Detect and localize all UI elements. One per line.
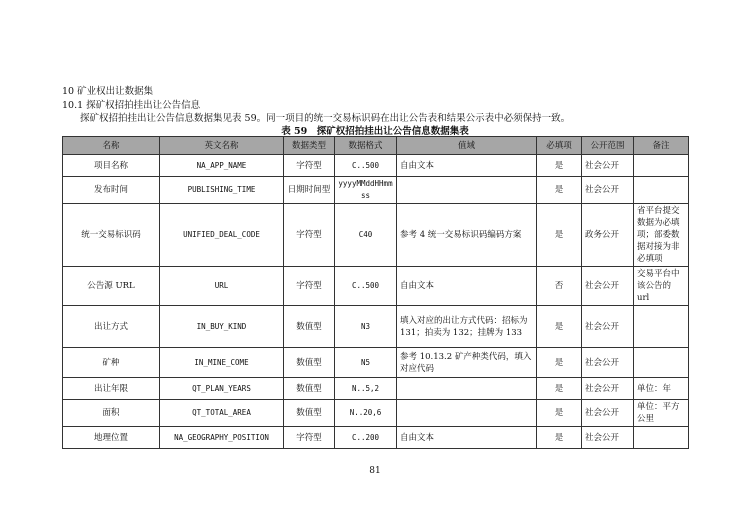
dataset-table: [62, 136, 689, 449]
cell-required: 是: [537, 400, 582, 427]
section-heading: 10 矿业权出让数据集: [62, 86, 154, 97]
intro-paragraph: 探矿权招拍挂出让公告信息数据集见表 59。同一项目的统一交易标识码在出让公告表和结果公示表中必须保持一致。: [80, 113, 571, 124]
cell-name: 面积: [63, 400, 160, 427]
cell-scope: 社会公开: [582, 400, 634, 427]
cell-scope: 社会公开: [582, 378, 634, 400]
column-header: 备注: [634, 137, 689, 155]
cell-format: C40: [335, 204, 397, 267]
cell-required: 是: [537, 204, 582, 267]
cell-format: C..200: [335, 427, 397, 449]
column-header: 公开范围: [582, 137, 634, 155]
table-row: [63, 204, 689, 267]
cell-name: 地理位置: [63, 427, 160, 449]
cell-english-name: IN_BUY_KIND: [160, 306, 284, 348]
cell-format: C..500: [335, 155, 397, 177]
column-header: 必填项: [537, 137, 582, 155]
cell-type: 字符型: [284, 267, 335, 306]
cell-domain: [397, 378, 537, 400]
cell-type: 数值型: [284, 378, 335, 400]
cell-note: [634, 177, 689, 204]
cell-scope: 社会公开: [582, 267, 634, 306]
cell-required: 是: [537, 155, 582, 177]
cell-format: yyyyMMddHHmmss: [335, 177, 397, 204]
cell-english-name: QT_TOTAL_AREA: [160, 400, 284, 427]
cell-required: 是: [537, 348, 582, 378]
cell-note: [634, 155, 689, 177]
cell-type: 数值型: [284, 348, 335, 378]
cell-name: 出让方式: [63, 306, 160, 348]
cell-scope: 社会公开: [582, 348, 634, 378]
cell-english-name: NA_GEOGRAPHY_POSITION: [160, 427, 284, 449]
cell-domain: 自由文本: [397, 427, 537, 449]
cell-domain: 自由文本: [397, 155, 537, 177]
cell-required: 否: [537, 267, 582, 306]
cell-scope: 社会公开: [582, 177, 634, 204]
cell-note: [634, 306, 689, 348]
cell-english-name: PUBLISHING_TIME: [160, 177, 284, 204]
cell-format: C..500: [335, 267, 397, 306]
table-header-row: [63, 137, 689, 155]
cell-name: 统一交易标识码: [63, 204, 160, 267]
cell-note: 省平台提交数据为必填项；部委数据对接为非必填项: [634, 204, 689, 267]
cell-required: 是: [537, 427, 582, 449]
cell-note: 单位：年: [634, 378, 689, 400]
cell-name: 项目名称: [63, 155, 160, 177]
cell-domain: 参考 4 统一交易标识码编码方案: [397, 204, 537, 267]
cell-scope: 社会公开: [582, 155, 634, 177]
cell-required: 是: [537, 378, 582, 400]
cell-name: 出让年限: [63, 378, 160, 400]
cell-domain: [397, 177, 537, 204]
cell-scope: 社会公开: [582, 427, 634, 449]
column-header: 名称: [63, 137, 160, 155]
cell-note: [634, 348, 689, 378]
cell-domain: 参考 10.13.2 矿产种类代码，填入对应代码: [397, 348, 537, 378]
table-row: [63, 306, 689, 348]
cell-type: 字符型: [284, 427, 335, 449]
table-row: [63, 177, 689, 204]
cell-type: 字符型: [284, 204, 335, 267]
cell-type: 数值型: [284, 306, 335, 348]
table-row: [63, 378, 689, 400]
cell-domain: 自由文本: [397, 267, 537, 306]
column-header: 值域: [397, 137, 537, 155]
cell-name: 公告源 URL: [63, 267, 160, 306]
table-row: [63, 427, 689, 449]
cell-required: 是: [537, 306, 582, 348]
cell-domain: [397, 400, 537, 427]
cell-note: 单位：平方公里: [634, 400, 689, 427]
cell-type: 日期时间型: [284, 177, 335, 204]
cell-english-name: QT_PLAN_YEARS: [160, 378, 284, 400]
cell-type: 字符型: [284, 155, 335, 177]
cell-scope: 社会公开: [582, 306, 634, 348]
table-row: [63, 267, 689, 306]
cell-english-name: IN_MINE_COME: [160, 348, 284, 378]
cell-domain: 填入对应的出让方式代码：招标为 131；拍卖为 132；挂牌为 133: [397, 306, 537, 348]
table-row: [63, 400, 689, 427]
column-header: 数据类型: [284, 137, 335, 155]
cell-format: N3: [335, 306, 397, 348]
table-caption: 表 59 探矿权招拍挂出让公告信息数据集表: [281, 126, 469, 137]
cell-note: 交易平台中该公告的 url: [634, 267, 689, 306]
cell-scope: 政务公开: [582, 204, 634, 267]
cell-english-name: NA_APP_NAME: [160, 155, 284, 177]
cell-name: 发布时间: [63, 177, 160, 204]
cell-type: 数值型: [284, 400, 335, 427]
cell-format: N..20,6: [335, 400, 397, 427]
cell-english-name: URL: [160, 267, 284, 306]
page-number: 81: [369, 466, 381, 476]
cell-name: 矿种: [63, 348, 160, 378]
table-row: [63, 348, 689, 378]
subsection-heading: 10.1 探矿权招拍挂出让公告信息: [62, 100, 201, 111]
cell-english-name: UNIFIED_DEAL_CODE: [160, 204, 284, 267]
column-header: 英文名称: [160, 137, 284, 155]
column-header: 数据格式: [335, 137, 397, 155]
cell-required: 是: [537, 177, 582, 204]
cell-format: N5: [335, 348, 397, 378]
cell-note: [634, 427, 689, 449]
cell-format: N..5,2: [335, 378, 397, 400]
table-row: [63, 155, 689, 177]
